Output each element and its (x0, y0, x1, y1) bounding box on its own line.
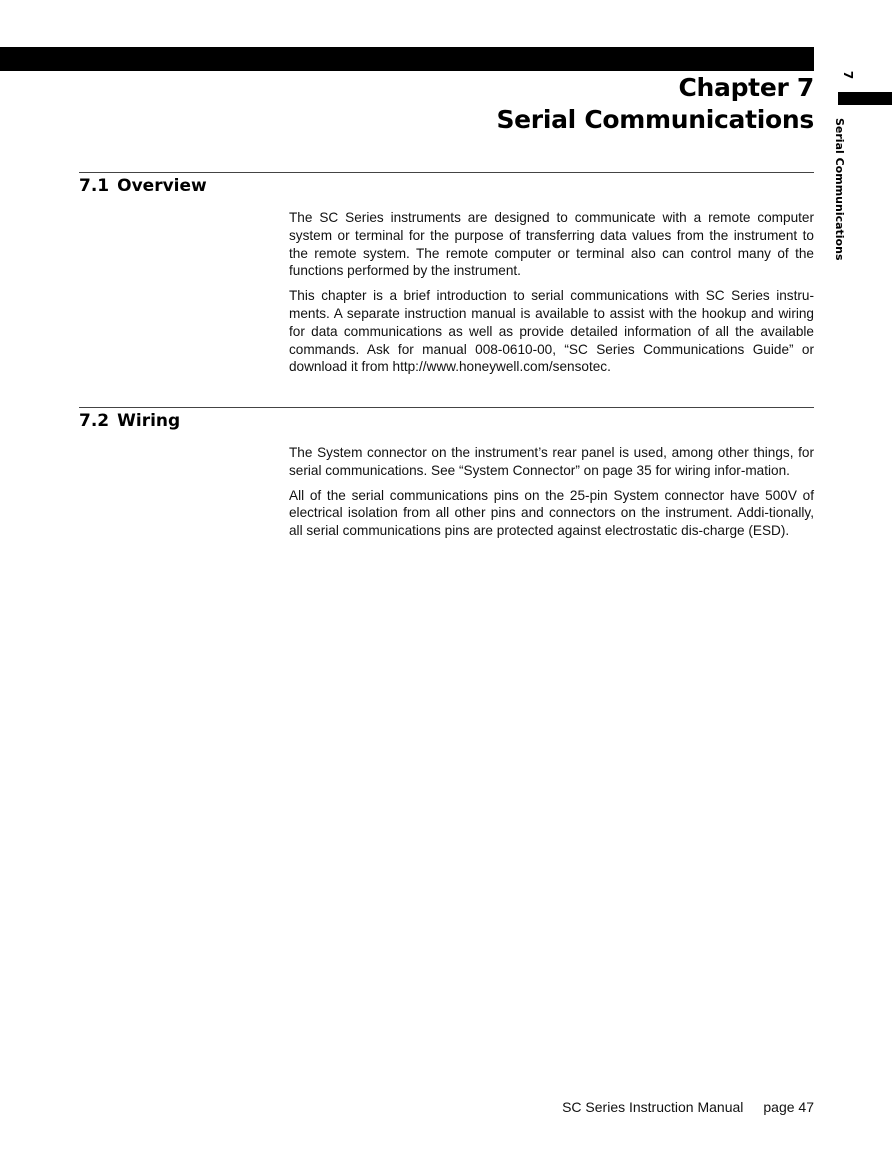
footer-manual-name: SC Series Instruction Manual (562, 1099, 744, 1115)
paragraph: The SC Series instruments are designed to communicate with a remote computer system or terminal for the purpose of transferring data values from the instrument to the remote system. The remote computer or terminal also can control many of the functions performed by the instrument. (289, 210, 814, 279)
paragraph: All of the serial communications pins on the 25-pin System connector have 500V of electrical isolation from all other pins and connectors on the instrument. Addi-tionally, all serial communications pins are protected against electrostatic dis-charge (ESD). (289, 487, 814, 539)
side-tab-marker (838, 92, 892, 105)
section-divider (79, 407, 814, 408)
section-title: Overview (117, 176, 207, 196)
section-number: 7.2 (79, 411, 110, 431)
section-body-wiring (289, 444, 814, 547)
chapter-top-bar (0, 47, 814, 71)
section-number: 7.1 (79, 176, 110, 196)
chapter-heading (496, 72, 814, 136)
side-tab-number: 7 (841, 70, 855, 80)
paragraph: This chapter is a brief introduction to serial communications with SC Series instru-ments. A separate instruction manual is available to assist with the hookup and wiring for data communications as well as provide detailed information of all the available commands. Ask for manual 008-0610-00, “SC Series Communications Guide” or download it from http://www.honeywell.com/sensotec. (289, 288, 814, 375)
page-footer (562, 1098, 814, 1116)
paragraph: The System connector on the instrument’s rear panel is used, among other things, for serial communications. See “System Connector” on page 35 for wiring infor-mation. (289, 445, 814, 478)
section-body-overview (289, 209, 814, 383)
section-title: Wiring (117, 411, 181, 431)
footer-page-number: page 47 (763, 1099, 814, 1115)
side-tab-title: Serial Communications (833, 118, 846, 261)
chapter-number-line: Chapter 7 (678, 73, 814, 102)
section-divider (79, 172, 814, 173)
chapter-title-line: Serial Communications (496, 105, 814, 134)
section-heading-overview (79, 175, 207, 197)
section-heading-wiring (79, 410, 180, 432)
